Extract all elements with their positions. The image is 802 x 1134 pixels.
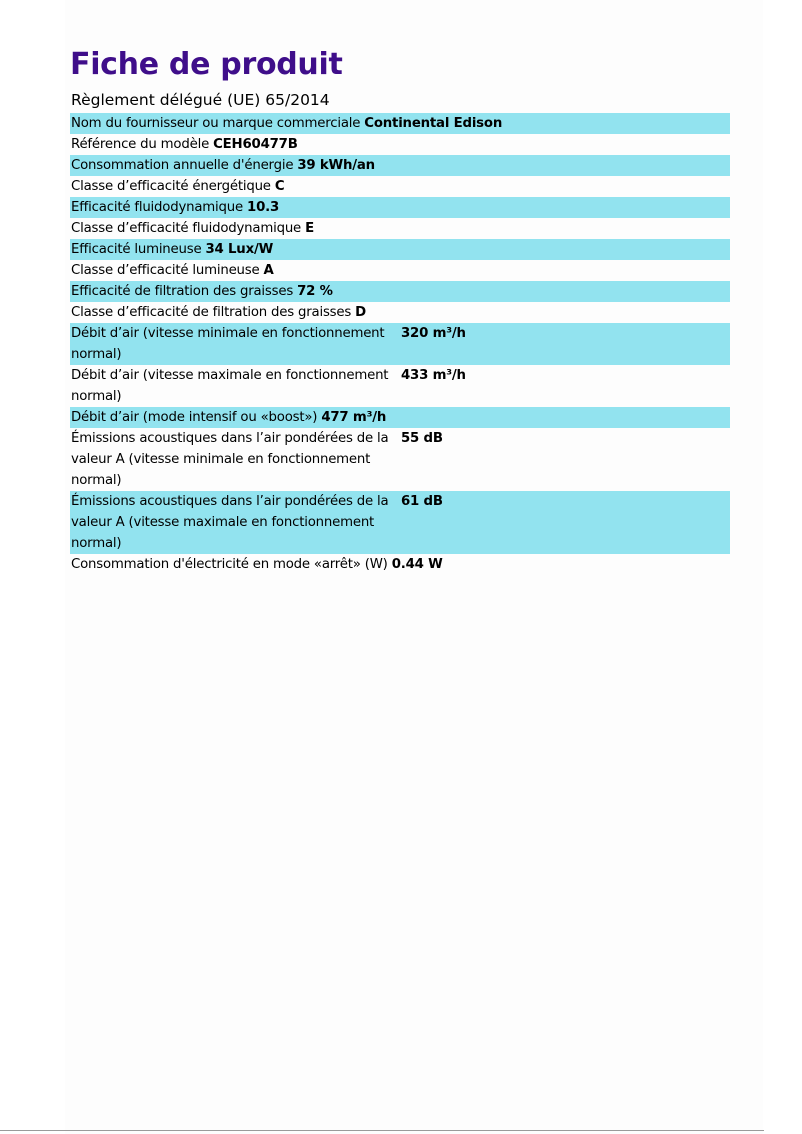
table-row [70, 134, 730, 155]
table-cell [70, 155, 400, 176]
row-value: 433 m³/h [401, 368, 466, 383]
row-value: C [274, 179, 285, 194]
table-cell [400, 218, 730, 239]
page-title: Fiche de produit [70, 47, 343, 82]
row-label: Consommation annuelle d'énergie [71, 158, 294, 173]
table-row [70, 428, 730, 491]
table-cell [400, 260, 730, 281]
row-label: Référence du modèle [71, 137, 210, 152]
table-row [70, 323, 730, 365]
row-value: E [305, 221, 314, 236]
row-value: CEH60477B [213, 137, 298, 152]
row-value: 320 m³/h [400, 323, 730, 365]
table-row [70, 281, 730, 302]
table-row [70, 197, 730, 218]
table-row [70, 407, 730, 428]
table-row [70, 113, 730, 134]
table-cell [70, 113, 730, 134]
table-cell [400, 155, 730, 176]
row-value: 34 Lux/W [205, 242, 274, 257]
row-value: 39 kWh/an [297, 158, 375, 173]
table-row [70, 491, 730, 554]
row-value: 477 m³/h [321, 410, 387, 425]
row-label: Consommation d'électricité en mode «arrêt» (W) [71, 557, 388, 572]
row-label: Classe d’efficacité lumineuse [71, 263, 260, 278]
table-row [70, 218, 730, 239]
row-value: 0.44 W [391, 557, 443, 572]
bottom-rule [0, 1130, 764, 1131]
row-label: Efficacité fluidodynamique [71, 200, 243, 215]
row-value: Continental Edison [364, 116, 503, 131]
row-value: D [355, 305, 366, 320]
table-cell [400, 281, 730, 302]
table-cell [400, 407, 730, 428]
regulation-reference: Règlement délégué (UE) 65/2014 [71, 91, 330, 109]
table-cell [400, 239, 730, 260]
row-value: 10.3 [247, 200, 280, 215]
table-row [70, 176, 730, 197]
row-label: Classe d’efficacité de filtration des graisses [71, 305, 352, 320]
row-label: Efficacité lumineuse [71, 242, 202, 257]
row-label: Nom du fournisseur ou marque commerciale [71, 116, 361, 131]
table-cell [70, 176, 400, 197]
table-cell [70, 407, 400, 428]
table-cell [400, 176, 730, 197]
spec-table [70, 113, 730, 575]
row-label: Débit d’air (vitesse maximale en fonctionnement normal) [71, 368, 389, 404]
row-label: Classe d’efficacité énergétique [71, 179, 271, 194]
table-row [70, 260, 730, 281]
row-label: Émissions acoustiques dans l’air pondérées de la valeur A (vitesse maximale en fonctionnement normal) [70, 491, 400, 554]
row-label: Débit d’air (vitesse minimale en fonctionnement normal) [70, 323, 400, 365]
table-row [70, 302, 730, 323]
row-value: 72 % [297, 284, 333, 299]
table-cell [70, 239, 400, 260]
table-row [70, 239, 730, 260]
table-cell [400, 197, 730, 218]
table-cell [70, 197, 400, 218]
table-row [70, 554, 730, 575]
row-label: Émissions acoustiques dans l’air pondérées de la valeur A (vitesse minimale en fonctionnement normal) [71, 431, 389, 488]
row-label: Efficacité de filtration des graisses [71, 284, 294, 299]
table-cell [70, 554, 730, 575]
table-cell [70, 281, 400, 302]
row-value: 55 dB [401, 431, 443, 446]
table-cell [70, 302, 730, 323]
row-value: 61 dB [400, 491, 730, 554]
table-cell [70, 218, 400, 239]
table-cell [70, 260, 400, 281]
row-label: Classe d’efficacité fluidodynamique [71, 221, 302, 236]
table-cell [70, 134, 730, 155]
row-label: Débit d’air (mode intensif ou «boost») [71, 410, 318, 425]
table-row [70, 365, 730, 407]
product-sheet [70, 44, 730, 575]
row-value: A [263, 263, 274, 278]
table-row [70, 155, 730, 176]
